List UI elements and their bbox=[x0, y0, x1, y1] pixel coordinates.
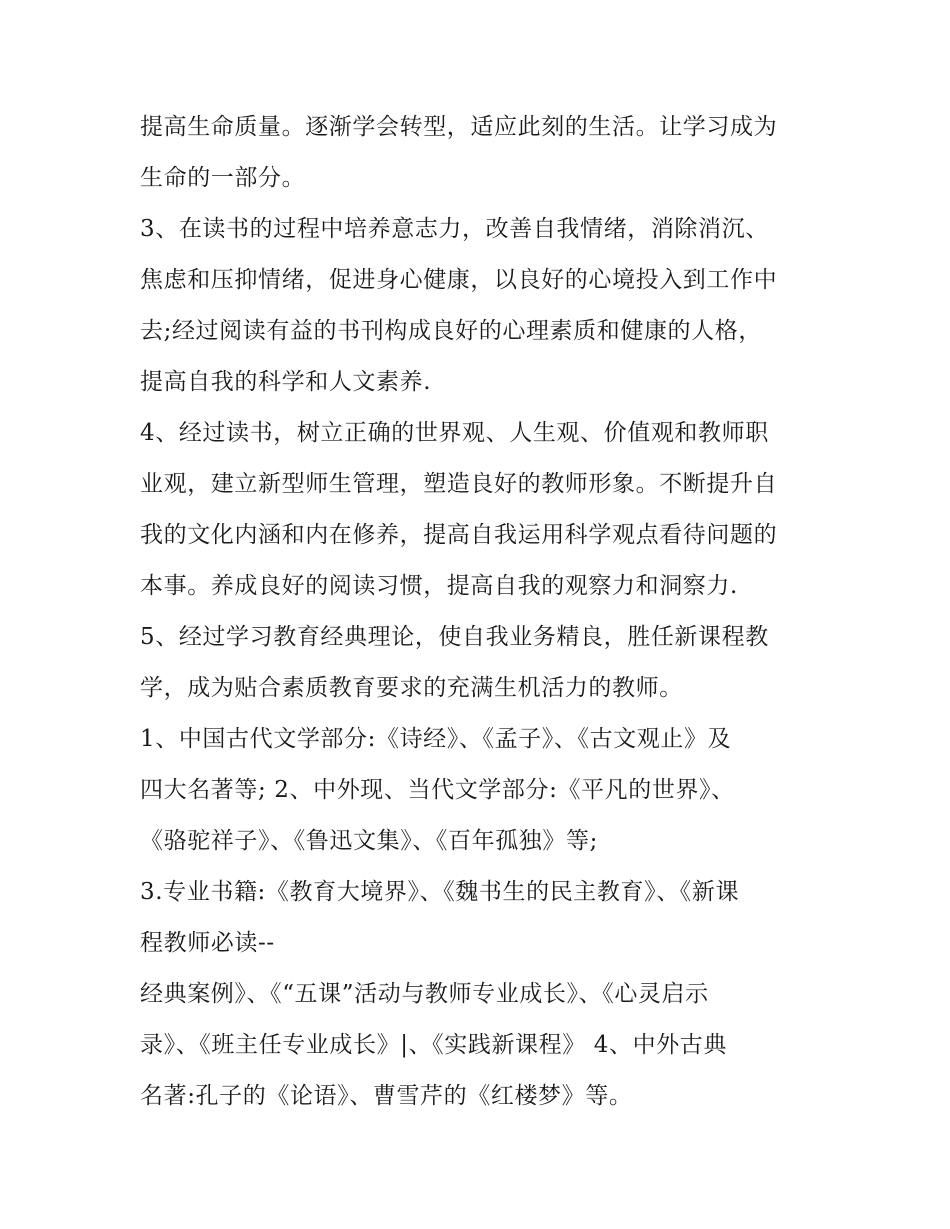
text-line: 3、在读书的过程中培养意志力，改善自我情绪，消除消沉、 bbox=[140, 216, 769, 242]
text-line: 《骆驼祥子》、《鲁迅文集》、《百年孤独》等; bbox=[140, 828, 598, 854]
text-line: 本事。养成良好的阅读习惯，提高自我的观察力和洞察力. bbox=[140, 573, 738, 599]
text-line: 程教师必读-- bbox=[140, 930, 275, 956]
text-line: 四大名著等; 2、中外现、当代文学部分:《平凡的世界》、 bbox=[140, 777, 735, 803]
text-line: 5、经过学习教育经典理论，使自我业务精良，胜任新课程教 bbox=[140, 624, 769, 650]
text-line: 业观，建立新型师生管理，塑造良好的教师形象。不断提升自 bbox=[140, 471, 778, 497]
text-line: 4、经过读书，树立正确的世界观、人生观、价值观和教师职 bbox=[140, 420, 769, 446]
text-line: 录》、《班主任专业成长》|、《实践新课程》 4、中外古典 bbox=[140, 1032, 727, 1058]
text-line: 提高生命质量。逐渐学会转型，适应此刻的生活。让学习成为 bbox=[140, 114, 778, 140]
text-line: 名著:孔子的《论语》、曹雪芹的《红楼梦》等。 bbox=[140, 1083, 633, 1109]
text-line: 经典案例》、《“五课”活动与教师专业成长》、《心灵启示 bbox=[140, 981, 709, 1007]
text-line: 1、中国古代文学部分:《诗经》、《孟子》、《古文观止》及 bbox=[140, 726, 732, 752]
text-line: 学，成为贴合素质教育要求的充满生机活力的教师。 bbox=[140, 675, 683, 701]
text-line: 我的文化内涵和内在修养，提高自我运用科学观点看待问题的 bbox=[140, 522, 778, 548]
document-body bbox=[140, 102, 820, 1122]
text-line: 生命的一部分。 bbox=[140, 165, 306, 191]
text-line: 3.专业书籍:《教育大境界》、《魏书生的民主教育》、《新课 bbox=[140, 879, 740, 905]
text-line: 提高自我的科学和人文素养. bbox=[140, 369, 432, 395]
text-line: 去;经过阅读有益的书刊构成良好的心理素质和健康的人格， bbox=[140, 318, 762, 344]
text-line: 焦虑和压抑情绪，促进身心健康，以良好的心境投入到工作中 bbox=[140, 267, 778, 293]
